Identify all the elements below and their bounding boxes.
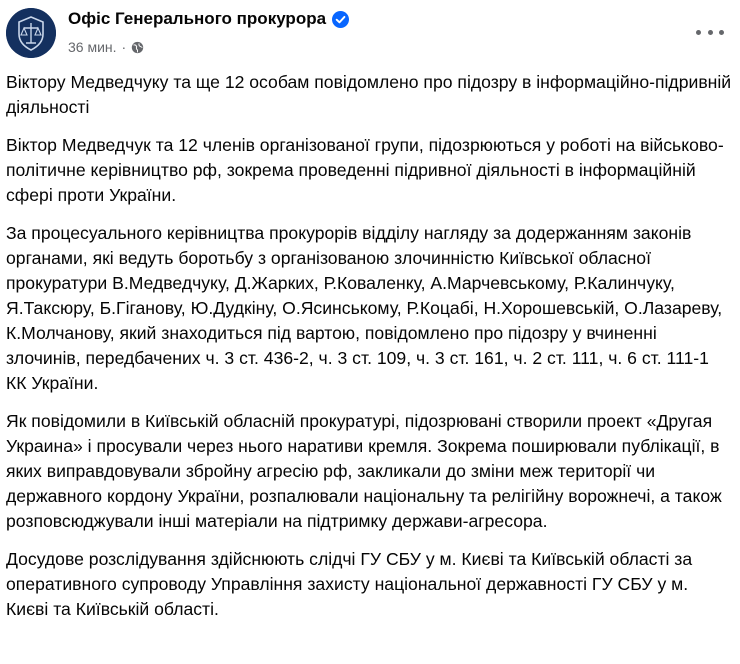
prosecutor-emblem-icon <box>6 8 56 58</box>
meta-separator: · <box>121 39 127 55</box>
post-meta <box>68 39 144 55</box>
post-header <box>0 0 740 70</box>
more-dot <box>708 30 713 35</box>
post-timestamp[interactable]: 36 мин. <box>68 39 117 55</box>
more-dot <box>696 30 701 35</box>
avatar[interactable] <box>6 8 56 58</box>
globe-icon[interactable] <box>131 41 144 54</box>
verified-badge-icon <box>332 11 349 28</box>
post-paragraph: Досудове розслідування здійснюють слідчі ГУ СБУ у м. Києві та Київській області за оперативного супроводу Управління захисту національної державності ГУ СБУ у м. Києві та Київській області. <box>6 549 693 619</box>
more-dot <box>719 30 724 35</box>
author-name[interactable]: Офіс Генерального прокурора <box>68 9 327 28</box>
more-options-icon[interactable] <box>696 24 724 40</box>
post-body <box>6 70 734 635</box>
post-paragraph: Віктору Медведчуку та ще 12 особам повідомлено про підозру в інформаційно-підривній діяльності <box>6 72 732 117</box>
author-line <box>68 9 349 29</box>
post-paragraph: Як повідомили в Київській обласній прокуратурі, підозрювані створили проект «Другая Украина» і просували через нього наративи кремля. Зокрема поширювали публікації, в яких виправдовували збройну агресію рф, закликали до зміни меж території чи державного кордону України, розпалювали національну та релігійну ворожнечі, а також розповсюджували інші матеріали на підтримку держави-агресора. <box>6 411 722 531</box>
post-paragraph: Віктор Медведчук та 12 членів організованої групи, підозрюються у роботі на військово-політичне керівництво рф, зокрема проведенні підривної діяльності в інформаційній сфері проти України. <box>6 135 724 205</box>
post-paragraph: За процесуального керівництва прокурорів відділу нагляду за додержанням законів органами, які ведуть боротьбу з організованою злочинністю Київської обласної прокуратури В.Медведчуку, Д.Жарких, Р.Коваленку, А.Марчевському, Р.Калинчуку, Я.Таксюру, Б.Гіганову, Ю.Дудкіну, О.Ясинському, Р.Коцабі, Н.Хорошевській, О.Лазареву, К.Молчанову, який знаходиться під вартою, повідомлено про підозру у вчиненні злочинів, передбачених ч. 3 ст. 436-2, ч. 3 ст. 109, ч. 3 ст. 161, ч. 2 ст. 111, ч. 6 ст. 111-1 КК України. <box>6 223 723 393</box>
